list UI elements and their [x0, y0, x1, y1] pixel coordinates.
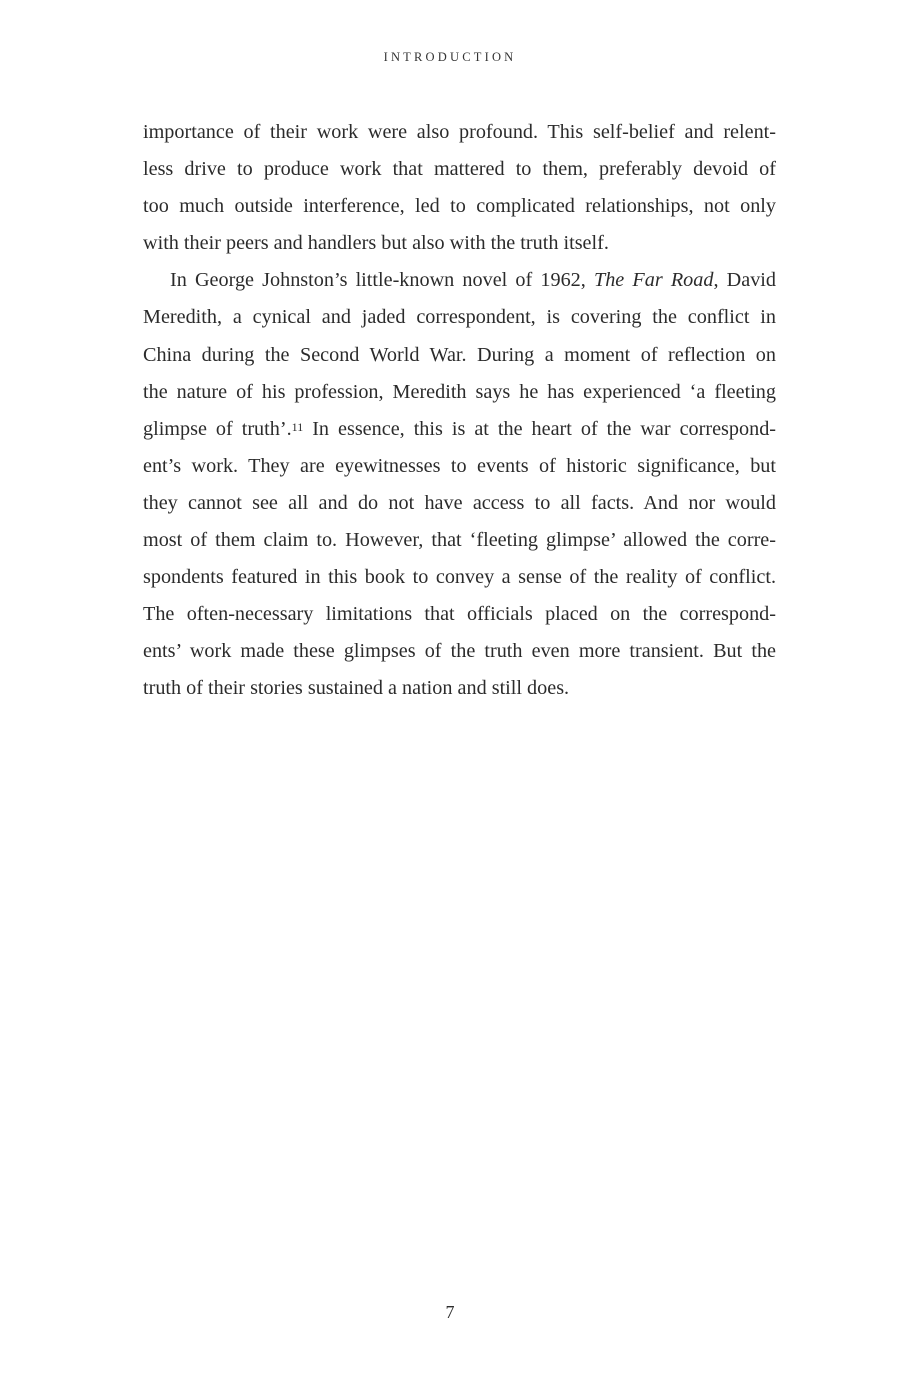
text-segment: , David: [713, 269, 776, 292]
paragraph: [143, 114, 776, 262]
text-line: ent’s work. They are eyewitnesses to events of historic significance, but: [143, 454, 776, 477]
running-head: INTRODUCTION: [383, 50, 517, 64]
text-segment: glimpse of truth’.: [143, 417, 292, 440]
text-line: most of them claim to. However, that ‘fleeting glimpse’ allowed the corre-: [143, 529, 776, 552]
paragraph: [143, 262, 776, 707]
body-text: [143, 114, 776, 708]
text-line: The often-necessary limitations that officials placed on the correspond-: [143, 603, 776, 626]
text-line: the nature of his profession, Meredith says he has experienced ‘a fleeting: [143, 380, 776, 403]
text-line: less drive to produce work that mattered to them, preferably devoid of: [143, 158, 776, 181]
book-title: The Far Road: [593, 269, 714, 292]
text-line: they cannot see all and do not have access to all facts. And nor would: [143, 491, 776, 514]
text-line: [143, 411, 776, 448]
text-line: too much outside interference, led to complicated relationships, not only: [143, 195, 776, 218]
text-line: truth of their stories sustained a nation and still does.: [143, 677, 570, 700]
text-line: with their peers and handlers but also with the truth itself.: [143, 232, 609, 255]
text-segment: In George Johnston’s little-known novel of 1962,: [170, 269, 594, 292]
footnote-marker[interactable]: 11: [291, 419, 304, 434]
page-number: 7: [445, 1302, 455, 1322]
text-segment: In essence, this is at the heart of the war correspond-: [303, 417, 777, 440]
text-line: importance of their work were also profound. This self-belief and relent-: [143, 121, 776, 143]
text-line: [143, 262, 776, 299]
text-line: China during the Second World War. During a moment of reflection on: [143, 343, 776, 366]
text-line: ents’ work made these glimpses of the truth even more transient. But the: [143, 640, 776, 663]
text-line: spondents featured in this book to convey a sense of the reality of conflict.: [143, 566, 776, 589]
text-line: Meredith, a cynical and jaded correspondent, is covering the conflict in: [143, 306, 776, 329]
